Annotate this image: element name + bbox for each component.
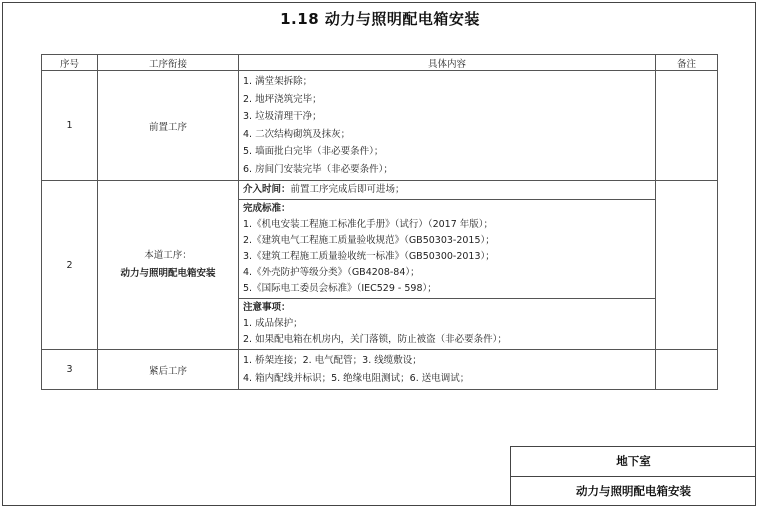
row2-seq: 2 xyxy=(42,181,98,350)
note-item: 2. 如果配电箱在机房内，关门落锁，防止被盗（非必要条件）； xyxy=(243,334,507,345)
standard-item: 5.《国际电工委员会标准》（IEC529 - 598）； xyxy=(243,283,437,294)
table-row xyxy=(42,350,718,390)
row1-line: 6. 房间门安装完毕（非必要条件）； xyxy=(243,163,393,175)
header-content: 具体内容 xyxy=(239,55,656,71)
entry-time-label: 介入时间： xyxy=(243,184,291,195)
row2-process-label: 本道工序： xyxy=(144,250,192,261)
process-table xyxy=(41,54,718,390)
row2-process xyxy=(98,181,239,350)
standards-label: 完成标准： xyxy=(243,203,291,214)
header-remark: 备注 xyxy=(656,55,718,71)
entry-time-section xyxy=(239,181,655,199)
document-title: 1.18 动力与照明配电箱安装 xyxy=(280,10,480,28)
standard-item: 2.《建筑电气工程施工质量验收规范》（GB50303-2015）； xyxy=(243,235,495,246)
row1-line: 2. 地坪浇筑完毕； xyxy=(243,93,322,105)
title-block-item: 动力与照明配电箱安装 xyxy=(511,476,756,506)
row1-content xyxy=(239,71,656,181)
row3-remark xyxy=(656,350,718,390)
row1-process: 前置工序 xyxy=(98,71,239,181)
row1-line: 3. 垃圾清理干净； xyxy=(243,111,322,122)
table-row xyxy=(42,71,718,181)
header-seq: 序号 xyxy=(42,55,98,71)
standards-section xyxy=(239,199,655,298)
row1-seq: 1 xyxy=(42,71,98,181)
standard-item: 3.《建筑工程施工质量验收统一标准》（GB50300-2013）； xyxy=(243,251,495,262)
row1-line: 5. 墙面批白完毕（非必要条件）； xyxy=(243,146,384,157)
table-header-row xyxy=(42,55,718,71)
title-block-location: 地下室 xyxy=(616,454,651,468)
notes-label: 注意事项： xyxy=(243,302,291,313)
header-process: 工序衔接 xyxy=(98,55,239,71)
row3-line: 4. 箱内配线并标识；5. 绝缘电阻测试；6. 送电调试； xyxy=(243,372,470,384)
row3-process: 紧后工序 xyxy=(98,350,239,390)
row3-content xyxy=(239,350,656,390)
note-item: 1. 成品保护； xyxy=(243,318,303,329)
row1-line: 4. 二次结构砌筑及抹灰； xyxy=(243,128,351,140)
row1-line: 1. 满堂架拆除； xyxy=(243,76,313,87)
notes-section xyxy=(239,298,655,349)
standard-item: 4.《外壳防护等级分类》（GB4208-84）； xyxy=(243,267,420,278)
entry-time-text: 前置工序完成后即可进场； xyxy=(290,184,405,195)
table-row xyxy=(42,181,718,350)
row3-seq: 3 xyxy=(42,350,98,390)
row2-content xyxy=(239,181,656,350)
title-block xyxy=(510,446,756,506)
row3-line: 1. 桥架连接；2. 电气配管；3. 线缆敷设； xyxy=(243,355,422,366)
row2-remark xyxy=(656,181,718,350)
standard-item: 1.《机电安装工程施工标准化手册》（试行）（2017 年版）； xyxy=(243,219,494,230)
row1-remark xyxy=(656,71,718,181)
row2-process-name: 动力与照明配电箱安装 xyxy=(120,268,216,279)
